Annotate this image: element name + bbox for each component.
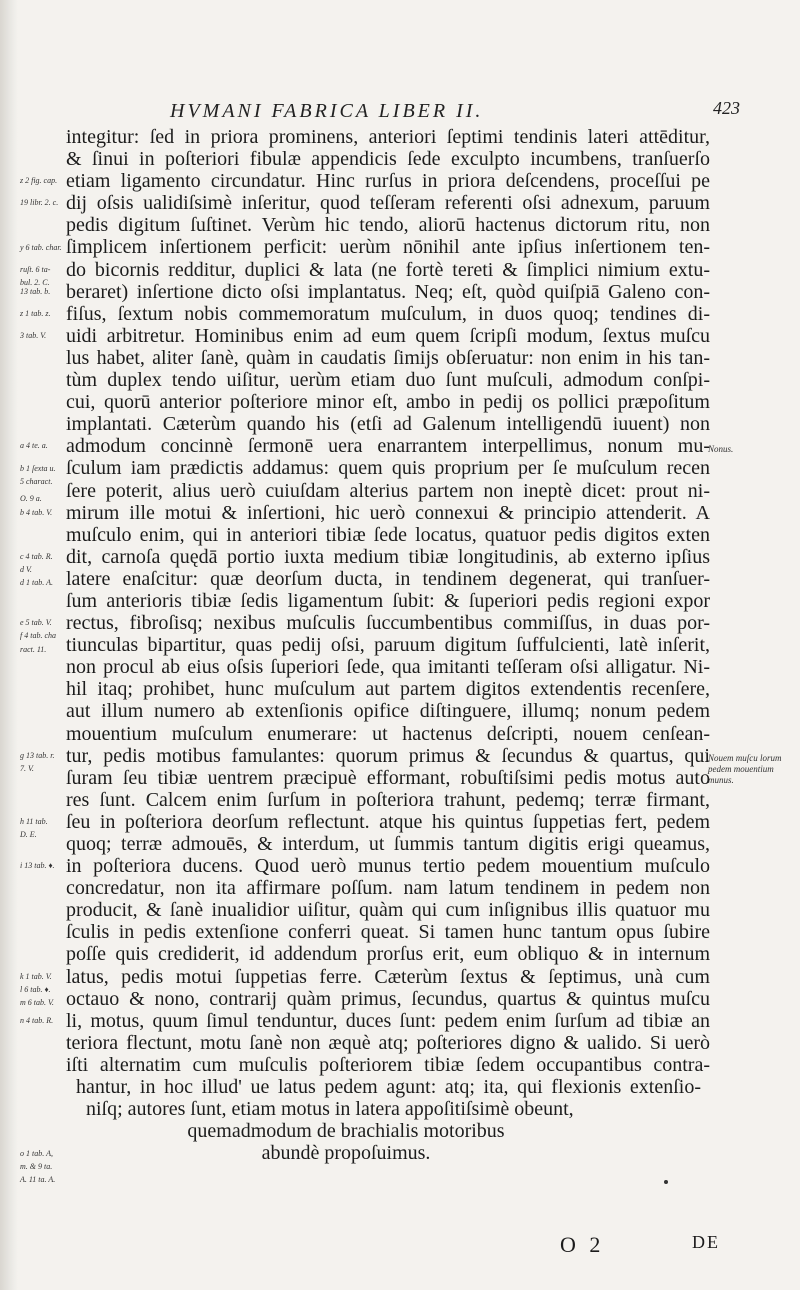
left-margin-note: 19 libr. 2. c. (20, 198, 59, 208)
page-number: 423 (713, 98, 740, 118)
text-line: niſq; autores ſunt, etiam motus in latera appoſitiſsimè obeunt, (86, 1098, 574, 1121)
left-margin-note: i 13 tab. ♦. (20, 861, 55, 871)
ink-mark (664, 1180, 668, 1184)
left-margin-note: m 6 tab. V. (20, 998, 54, 1008)
left-margin-note: 5 charact. (20, 476, 53, 486)
text-line: muſculo enim, qui in anteriori tibiæ ſede locatus, quatuor pedis digitos exten (66, 523, 710, 546)
text-line: non procul ab eius oſsis ſuperiori ſede, qua imitanti teſſeram oſsi alligatur. Ni- (66, 656, 710, 679)
left-margin-note: m. & 9 ta. (20, 1161, 53, 1171)
text-line: pedis digitum ſuſtinet. Verùm hic tendo, aliorū hactenus dictorum ritu, non (66, 214, 710, 237)
text-line: tiunculas bipartitur, quas pedij oſsi, paruum digitum ſuffulcienti, latè inſerit, (66, 634, 710, 657)
left-margin-note: h 11 tab. (20, 817, 48, 827)
left-margin-note: e 5 tab. V. (20, 618, 52, 628)
text-line: uidi arbitretur. Hominibus enim ad eum quem ſcripſi modum, ſextus muſcu (66, 324, 710, 347)
text-line: ſeu in poſteriora deorſum reflectunt. atque his quintus ſuppetias fert, pedem (66, 810, 710, 833)
text-line: ſimplicem inſertionem perficit: uerùm nōnihil ante ipſius inſertionem ten- (66, 236, 710, 259)
text-line: dit, carnoſa quędā portio iuxta medium tibiæ longitudinis, ab externo ipſius (66, 545, 710, 568)
left-margin-note: z 2 fig. cap. (20, 176, 58, 186)
body-text (66, 126, 710, 1164)
text-line: ſculis in pedis extenſione conferri queat. Si tamen hunc tantum opus ſubire (66, 921, 710, 944)
page-footer (560, 1232, 720, 1262)
left-margin-note: g 13 tab. r. (20, 750, 55, 760)
left-margin-note: k 1 tab. V. (20, 971, 52, 981)
text-line: ſum anterioris tibiæ ſedis ligamentum ſubit: & ſuperiori pedis regioni expor (66, 589, 710, 612)
left-margin-note: O. 9 a. (20, 494, 42, 504)
text-line: res ſunt. Calcem enim ſurſum in poſteriora trahunt, pedemq; terræ firmant, (66, 788, 710, 811)
text-line: integitur: ſed in priora prominens, anteriori ſeptimi tendinis lateri attēditur, (66, 126, 710, 148)
text-line: quoq; terræ admouēs, & interdum, ut ſummis tantum digitis erigi queamus, (66, 833, 710, 855)
text-line: hil itaq; prohibet, hunc muſculum aut partem digitos extendentis recenſere, (66, 678, 710, 701)
text-line: etiam ligamento circundatur. Hinc rurſus in priora deſcendens, proceſſui pe (66, 170, 710, 193)
text-line: ſculum iam prædictis addamus: quem quis proprium per ſe muſculum recen (66, 457, 710, 480)
text-line: concredatur, non ita affirmare poſſum. nam latum tendinem in pedem non (66, 877, 710, 900)
text-line: rectus, fibroſisq; nexibus muſculis ſuccumbentibus commiſſus, in duas por- (66, 612, 710, 635)
text-line: cui, quorū anterior poſteriore minor eſt, ambo in pedij os pollici præpoſitum (66, 391, 710, 414)
left-margin-note: b 4 tab. V. (20, 507, 53, 517)
left-margin-note: z 1 tab. z. (20, 308, 51, 318)
text-line: tur, pedis motibus famulantes: quorum primus & ſecundus & quartus, qui (66, 744, 710, 767)
signature-mark: O 2 (560, 1232, 605, 1257)
text-line: mirum ille motui & inſertioni, hic uerò connexui & principio attenderit. A (66, 501, 710, 524)
page-gutter-shadow (0, 0, 18, 1290)
text-line: quemadmodum de brachialis motoribus (187, 1120, 505, 1143)
text-line: poſſe quis crediderit, id addendum prorſus erit, eum obliquo & in internum (66, 943, 710, 966)
text-line: do bicornis redditur, duplici & lata (ne fortè tereti & ſimplici nimium extu- (66, 258, 710, 281)
text-line: teriora flectunt, motu ſanè non æquè atq; poſteriores digno & ualido. Si uerò (66, 1031, 710, 1054)
text-line: & ſinui in poſteriori fibulæ appendicis ſede exculpto incumbens, tranſuerſo (66, 148, 710, 171)
text-line: implantati. Cæterùm quando his (etſi ad Galenum intelligendū iuuent) non (66, 413, 710, 436)
left-margin-note: a 4 te. a. (20, 441, 48, 451)
left-margin-note: y 6 tab. char. (20, 242, 62, 252)
left-margin-note: D. E. (20, 830, 37, 840)
text-line: latus, pedis motui ſuppetias ferre. Cæterùm ſextus & ſeptimus, unà cum (66, 965, 710, 988)
text-line: tùm duplex tendo uiſitur, uerùm etiam duo ſunt muſculi, admodum conſpi- (66, 369, 710, 392)
text-line: dij oſsis ualidiſsimè inſeritur, quod teſſeram referenti oſsi adnexum, paruum (66, 192, 710, 215)
text-line: octauo & nono, contrarij quàm primus, ſecundus, quartus & quintus muſcu (66, 987, 710, 1010)
text-line: hantur, in hoc illud' ue latus pedem agunt: atq; ita, qui flexionis extenſio- (76, 1076, 701, 1099)
text-line: producit, & ſanè inualidior uiſitur, quàm qui cum inſignibus illis quatuor mu (66, 899, 710, 922)
running-title: HVMANI FABRICA LIBER II. (170, 100, 484, 122)
left-margin-note: 7. V. (20, 764, 34, 774)
right-margin-note: Nonus. (708, 443, 734, 454)
left-margin-note: A. 11 ta. A. (20, 1175, 56, 1185)
left-margin-note: c 4 tab. R. (20, 551, 53, 561)
left-margin-note: bul. 2. C. (20, 277, 50, 287)
left-margin-note: d 1 tab. A. (20, 578, 53, 588)
text-line: beraret) inſertione dicto oſsi implantatus. Neq; eſt, quòd quiſpiā Galeno con- (66, 280, 710, 303)
left-margin-note: l 6 tab. ♦. (20, 985, 51, 995)
text-line: ſuram ſeu tibiæ uentrem præcipuè efformant, robuſtiſsimi pedis motus auto (66, 766, 710, 789)
text-line: fiſus, ſextum nobis commemoratum muſculum, in duos quoq; tendines di- (66, 302, 710, 325)
text-line: aut illum numero ab extenſionis opifice diſtinguere, illumq; nonum pedem (66, 700, 710, 723)
text-line: latere enaſcitur: quæ deorſum ducta, in tendinem degenerat, qui tranſuer- (66, 567, 710, 590)
text-line: li, motus, quum ſimul tenduntur, duces ſunt: pedem enim ſurſum ad tibiæ an (66, 1009, 710, 1032)
left-margin-note: n 4 tab. R. (20, 1016, 54, 1025)
left-margin-note: d V. (20, 565, 32, 575)
right-margin-note: Nouem muſcu lorum pedem mouentium munus. (708, 753, 782, 786)
text-line: in poſteriora ducens. Quod uerò munus tertio pedem mouentium muſculo (66, 855, 710, 878)
text-line: ſere poterit, alius uerò cuiuſdam alterius partem non ineptè dicet: prout ni- (66, 479, 710, 502)
left-margin-note: b 1 ſexta u. (20, 463, 56, 473)
text-line: admodum concinnè ſermonē uera enarrantem interpellimus, nonum mu- (66, 435, 710, 458)
text-line: lus habet, aliter ſanè, quàm in caudatis ſimijs obſeruatur: non enim in his tan- (66, 346, 710, 369)
left-margin-note: o 1 tab. A, (20, 1148, 53, 1158)
left-margin-note: 3 tab. V. (20, 330, 47, 340)
left-margin-note: ract. 11. (20, 644, 47, 654)
text-line: mouentium muſculum enumerare: ut hactenus deſcripti, nouem cenſean- (66, 722, 710, 745)
left-margin-note: ruſt. 6 ta- (20, 264, 51, 274)
catchword: DE (692, 1232, 720, 1252)
text-line: iſti alternatim cum muſculis poſteriorem tibiæ ſedem occupantibus contra- (66, 1053, 710, 1076)
text-line: abundè propoſuimus. (261, 1142, 431, 1165)
left-margin-note: 13 tab. b. (20, 286, 51, 296)
left-margin-note: f 4 tab. cha (20, 631, 56, 641)
